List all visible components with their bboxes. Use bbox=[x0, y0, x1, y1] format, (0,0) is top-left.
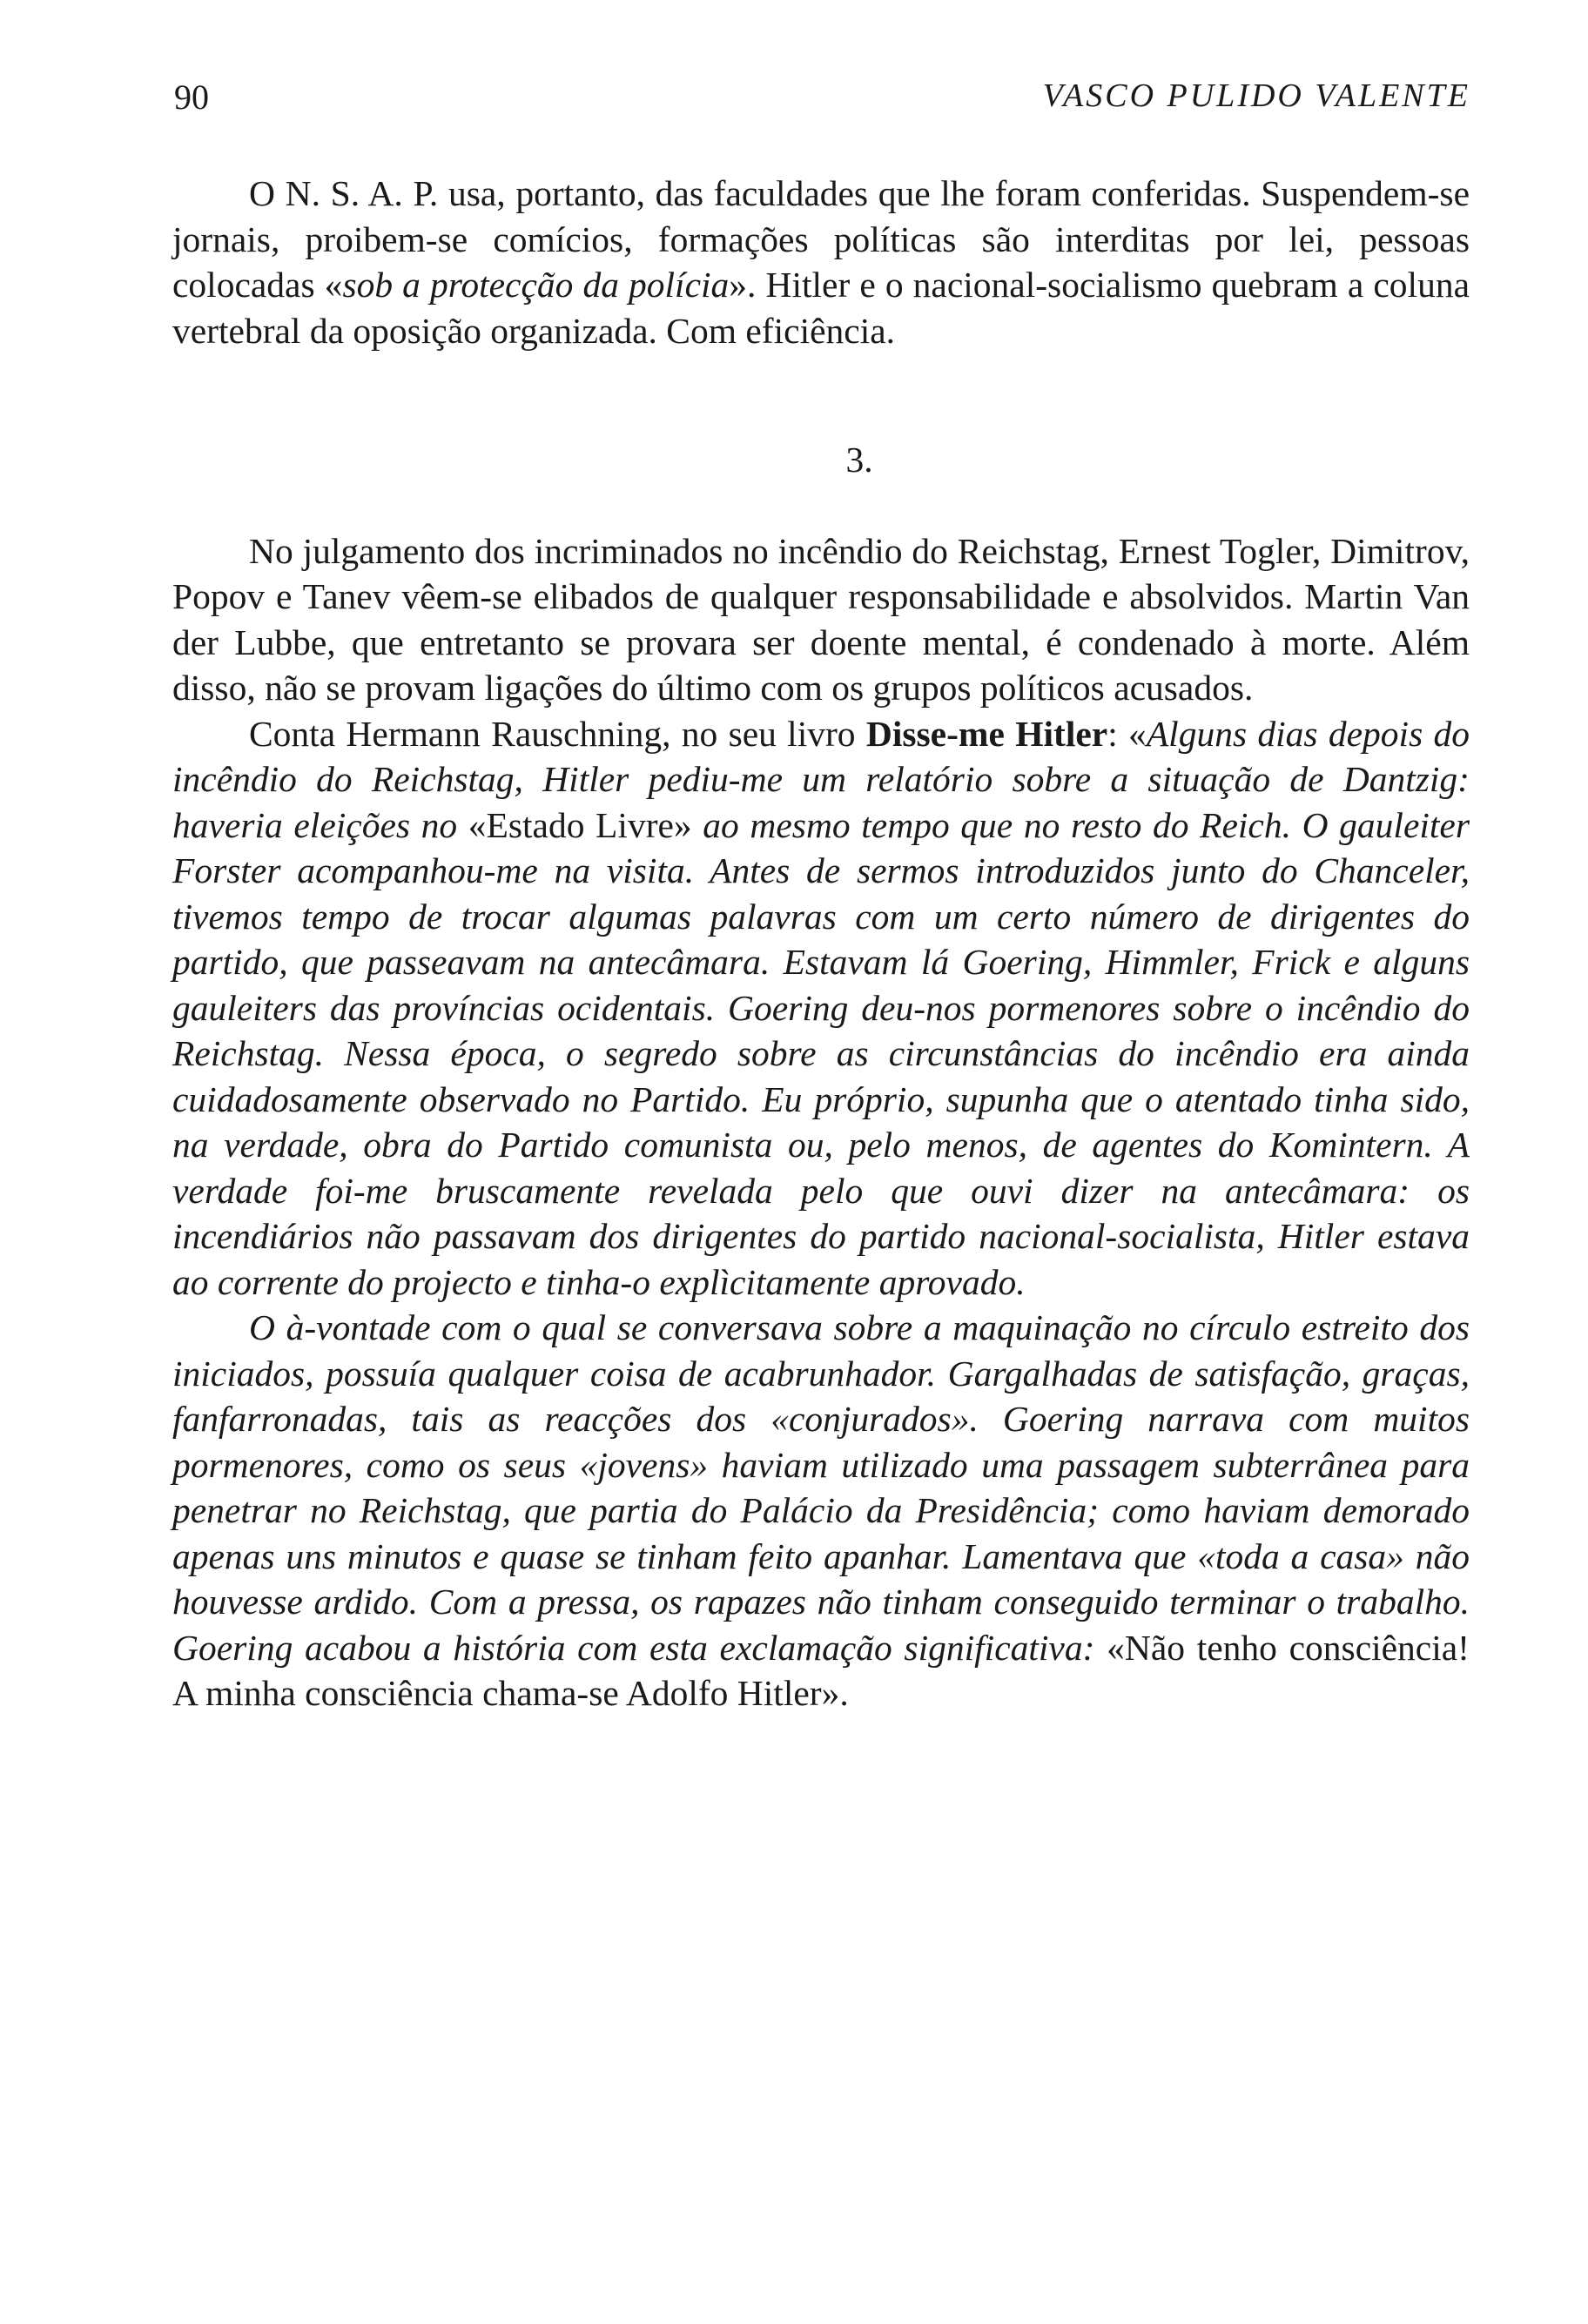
paragraph-1-quote: sob a protecção da polícia bbox=[342, 265, 730, 305]
paragraph-3 bbox=[172, 711, 1470, 1306]
page-number: 90 bbox=[174, 77, 209, 117]
book-title: Disse-me Hitler bbox=[865, 713, 1108, 754]
body-text bbox=[172, 171, 1470, 1716]
paragraph-4-italic: O à-vontade com o qual se conversava sobre a maquinação no círculo estreito dos iniciados, possuía qualquer coisa de acabrunhador. Gargalhadas de satisfação, graças, fanfarronadas, tais as reacções dos «conjurados». Goering narrava com muitos pormenores, como os seus «jovens» haviam utilizado uma passagem subterrânea para penetrar no Reichstag, que partia do Palácio da Presidência; como haviam demorado apenas uns minutos e quase se tinham feito apanhar. Lamentava que «toda a casa» não houvesse ardido. Com a pressa, os rapazes não tinham conseguido terminar o trabalho. Goering acabou a história com esta exclamação significativa: bbox=[172, 1307, 1470, 1668]
paragraph-2: No julgamento dos incriminados no incêndio do Reichstag, Ernest Togler, Dimitrov, Popov e Tanev vêem-se elibados de qualquer responsabilidade e absolvidos. Martin Van der Lubbe, que entretanto se provara ser doente mental, é condenado à morte. Além disso, não se provam ligações do último com os grupos políticos acusados. bbox=[172, 530, 1470, 708]
quote-part-1: Alguns dias depois do incêndio do Reichstag, Hitler pediu-me um relatório sobre a situação de Dantzig: haveria eleições no bbox=[172, 713, 1470, 845]
section-number: 3. bbox=[845, 440, 873, 480]
paragraph-1-text-end: ». Hitler e o nacional-socialismo quebram a coluna vertebral da oposição organizada. Com eficiência. bbox=[172, 265, 1470, 351]
paragraph-1 bbox=[172, 171, 1470, 353]
quote-inner: «Estado Livre» bbox=[468, 804, 692, 845]
paragraph-3-intro: Conta Hermann Rauschning, no seu livro bbox=[249, 713, 866, 754]
quote-part-2: ao mesmo tempo que no resto do Reich. O gauleiter Forster acompanhou-me na visita. Antes de sermos introduzidos junto do Chanceler, tivemos tempo de trocar algumas palavras com um certo número de dirigentes do partido, que passeavam na antecâmara. Estavam lá Goering, Himmler, Frick e alguns gauleiters das províncias ocidentais. Goering deu-nos pormenores sobre o incêndio do Reichstag. Nessa época, o segredo sobre as circunstâncias do incêndio era ainda cuidadosamente observado no Partido. Eu próprio, supunha que o atentado tinha sido, na verdade, obra do Partido comunista ou, pelo menos, de agentes do Komintern. A verdade foi-me bruscamente revelada pelo que ouvi dizer na antecâmara: os incendiários não passavam dos dirigentes do partido nacional-socialista, Hitler estava ao corrente do projecto e tinha-o explìcitamente aprovado. bbox=[172, 804, 1470, 1302]
paragraph-3-colon: : « bbox=[1107, 713, 1147, 754]
paragraph-1-text-start: O N. S. A. P. usa, portanto, das faculdades que lhe foram conferidas. Suspendem-se jornais, proibem-se comícios, formações políticas são interditas por lei, pessoas colocadas « bbox=[172, 173, 1470, 305]
paragraph-4 bbox=[172, 1305, 1470, 1716]
paragraph-4-roman: «Não tenho consciência! A minha consciência chama-se Adolfo Hitler». bbox=[172, 1627, 1470, 1713]
running-title: VASCO PULIDO VALENTE bbox=[1042, 77, 1470, 114]
